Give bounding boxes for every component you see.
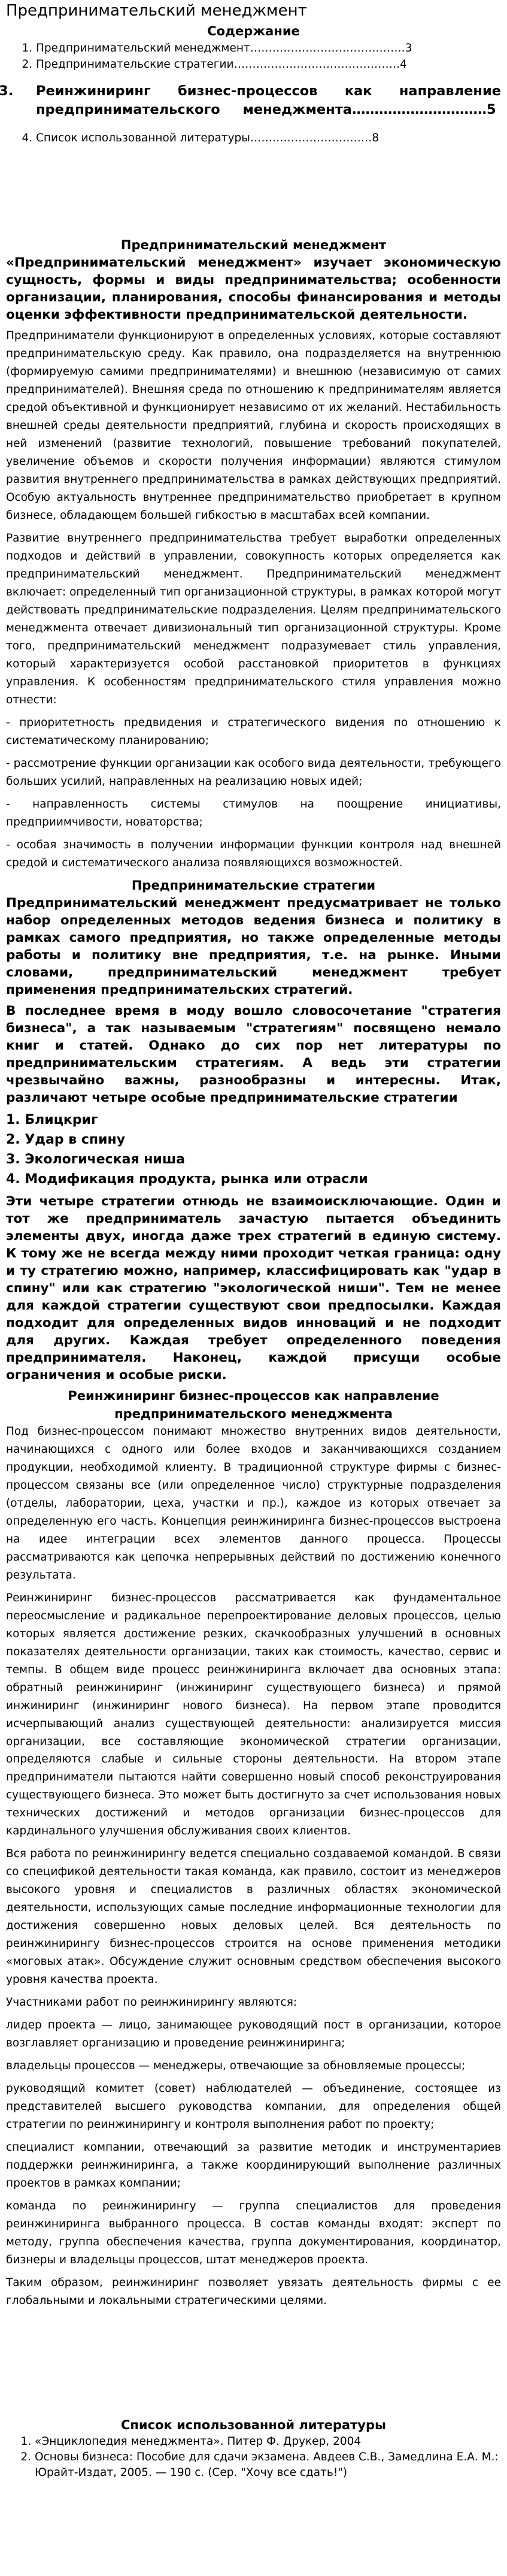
bold-paragraph: В последнее время в моду вошло словосочетание "стратегия бизнеса", а так называемым "стратегиям" посвящено немало книг и статей. Однако до сих пор нет литературы по предпринимательским стратегиям. А ведь эти стратегии чрезвычайно важны, разнообразны и интересны. Итак, различают четыре особые предпринимательские стратегии — [6, 1003, 501, 1106]
paragraph: владельцы процессов — менеджеры, отвечающие за обновляемые процессы; — [6, 2059, 466, 2072]
strategy-list — [6, 1110, 501, 1189]
paragraph: специалист компании, отвечающий за развитие методик и инструментариев поддержки реинжиниринга, а также координирующий выполнение различных проектов в рамках компании; — [6, 2140, 501, 2190]
paragraph: Развитие внутреннего предпринимательства требует выработки определенных подходов и действий в управлении, совокупность которых определяется как предпринимательский менеджмент. Предпринимательский менеджмент включает: определенный тип организационной структуры, в рамках которой могут действовать предпринимательские подразделения. Целям предпринимательского менеджмента отвечает дивизиональный тип организационной структуры. Кроме того, предпринимательский менеджмент подразумевает стиль управления, который характеризуется особой расстановкой приоритетов в функциях управления. К особенностям предпринимательского стиля управления можно отнести: — [6, 532, 501, 706]
strategy-item: 4. Модификация продукта, рынка или отрасли — [6, 1172, 368, 1187]
section-heading-strategies: Предпринимательские стратегии — [131, 878, 376, 893]
strategy-item: 1. Блицкриг — [6, 1112, 98, 1128]
paragraph: Под бизнес-процессом понимают множество внутренних видов деятельности, начинающихся с одного или более входов и заканчивающихся созданием продукции, необходимой клиенту. В традиционной структуре фирмы с бизнес-процессом связаны все (или определенное число) структурные подразделения (отделы, лаборатории, цеха, участки и пр.), каждое из которых отвечает за определенную его часть. Концепция реинжиниринга бизнес-процессов выстроена на идее интеграции всех элементов данного процесса. Процессы рассматриваются как цепочка непрерывных действий по достижению конечного результата. — [6, 1425, 501, 1582]
paragraph: Реинжиниринг бизнес-процессов рассматривается как фундаментальное переосмысление и радикальное перепроектирование деловых процессов, целью которых является достижение резких, скачкообразных улучшений в основных показателях деятельности организации, таких как стоимость, качество, сервис и темпы. В общем виде процесс реинжиниринга включает два основных этапа: обратный реинжиниринг (инжиниринг существующего бизнеса) и прямой инжиниринг (инжиниринг нового бизнеса). На первом этапе проводится исчерпывающий анализ существующей деятельности: анализируется миссия организации, все составляющие экономической стратегии организации, определяются слабые и сильные стороны деятельности. На втором этапе предприниматели пытаются найти совершенно новый способ реконструирования существующего бизнеса. Это может быть достигнуто за счет использования новых технических достижений и методов организации бизнес-процессов для кардинального улучшения обслуживания своих клиентов. — [6, 1591, 501, 1838]
paragraph: лидер проекта — лицо, занимающее руководящий пост в организации, которое возглавляет организацию и проведение реинжиниринга; — [6, 2019, 501, 2050]
table-of-contents — [36, 41, 501, 147]
toc-item[interactable]: 2. Предпринимательские стратегии………………………………………4 — [36, 57, 501, 73]
bold-paragraph: Предпринимательский менеджмент предусматривает не только набор определенных методов ведения бизнеса и политику в рамках самого предприятия, но также определенные методы работы и политику вне предприятия, т.е. на рынке. Иными словами, предпринимательский менеджмент требует применения предпринимательских стратегий. — [6, 895, 501, 997]
paragraph: команда по реинжинирингу — группа специалистов для проведения реинжиниринга выбранного процесса. В состав команды входят: эксперт по методу, группа обеспечения качества, группа документирования, координатор, бизнеры и владельцы процессов, штат менеджеров проекта. — [6, 2199, 501, 2266]
toc-heading: Содержание — [207, 24, 300, 39]
document-title: Предпринимательский менеджмент — [6, 2, 307, 20]
lead-paragraph: «Предпринимательский менеджмент» изучает экономическую сущность, формы и виды предпринимательства; особенности организации, планирования, способы финансирования и методы оценки эффективности предпринимательской деятельности. — [6, 255, 501, 323]
toc-item[interactable]: 4. Список использованной литературы……………………………8 — [36, 131, 501, 147]
paragraph: - особая значимость в получении информации функции контроля над внешней средой и систематического анализа появляющихся возможностей. — [6, 838, 501, 869]
strategy-item: 2. Удар в спину — [6, 1132, 126, 1148]
section-heading-reengineering: Реинжиниринг бизнес-процессов как направление предпринимательского менеджмента — [68, 1389, 439, 1421]
toc-item-label: Реинжиниринг бизнес-процессов как направление предпринимательского менеджмента — [36, 83, 501, 117]
toc-item[interactable] — [36, 82, 501, 119]
paragraph: руководящий комитет (совет) наблюдателей — объединение, состоящее из представителей высшего руководства компании, для определения общей стратегии по реинжинирингу и контроля выполнения работ по проекту; — [6, 2082, 501, 2131]
toc-item-leader: …………………………5 — [351, 101, 496, 117]
strategy-item: 3. Экологическая ниша — [6, 1152, 186, 1168]
references-heading: Список использованной литературы — [121, 2417, 386, 2432]
references-list — [35, 2434, 501, 2493]
paragraph: Участниками работ по реинжинирингу являются: — [6, 1996, 297, 2009]
section-heading-entrepreneurial-management: Предпринимательский менеджмент — [120, 237, 387, 252]
paragraph: Предприниматели функционируют в определенных условиях, которые составляют предпринимательскую среду. Как правило, она подразделяется на внутреннюю (формируемую самими предпринимателями) и внешнюю (независимую от самих предпринимателей). Внешняя среда по отношению к предпринимателям является средой объективной и функционирует независимо от их желаний. Нестабильность внешней среды деятельности предприятий, глубина и скорость происходящих в ней изменений (развитие технологий, повышение требований покупателей, увеличение объемов и скорости получения информации) являются стимулом развития внутреннего предпринимательства в рамках действующих предприятий. Особую актуальность внутреннее предпринимательство приобретает в крупном бизнесе, обладающем большей гибкостью в масштабах всей компании. — [6, 329, 501, 522]
paragraph: Таким образом, реинжиниринг позволяет увязать деятельность фирмы с ее глобальными и локальными стратегическими целями. — [6, 2276, 501, 2307]
paragraph: - приоритетность предвидения и стратегического видения по отношению к систематическому планированию; — [6, 716, 501, 747]
paragraph: Вся работа по реинжинирингу ведется специально создаваемой командой. В связи со спецификой деятельности такая команда, как правило, состоит из менеджеров высокого уровня и специалистов в различных областях экономической деятельности, использующих самые последние информационные технологии для достижения совершенно новых деловых целей. Вся деятельность по реинжинирингу бизнес-процессов строится на основе применения методики «моговых атак». Обсуждение служит основным средством обеспечения высокого уровня качества проекта. — [6, 1848, 501, 1987]
toc-item[interactable]: 1. Предпринимательский менеджмент……………………………………3 — [36, 41, 501, 57]
reference-item: 2. Основы бизнеса: Пособие для сдачи экзамена. Авдеев С.В., Замедлина Е.А. М.: Юрайт-Издат, 2005. — 190 с. (Сер. "Хочу все сдать!") — [35, 2450, 501, 2481]
reference-item: 1. «Энциклопедия менеджмента». Питер Ф. Друкер, 2004 — [35, 2434, 501, 2450]
bold-paragraph: Эти четыре стратегии отнюдь не взаимоисключающие. Один и тот же предприниматель зачастую пытается объединить элементы двух, иногда даже трех стратегий в единую систему. К тому же не всегда между ними проходит четкая граница: одну и ту стратегию можно, например, классифицировать как "удар в спину" или как стратегию "экологической ниши". Тем не менее для каждой стратегии существуют свои предпосылки. Каждая подходит для определенных видов инноваций и не подходит для других. Каждая требует определенного поведения предпринимателя. Наконец, каждой присущи особые ограничения и особые риски. — [6, 1194, 501, 1383]
paragraph: - рассмотрение функции организации как особого вида деятельности, требующего больших усилий, направленных на реализацию новых идей; — [6, 757, 501, 788]
paragraph: - направленность системы стимулов на поощрение инициативы, предприимчивости, новаторства; — [6, 797, 501, 829]
